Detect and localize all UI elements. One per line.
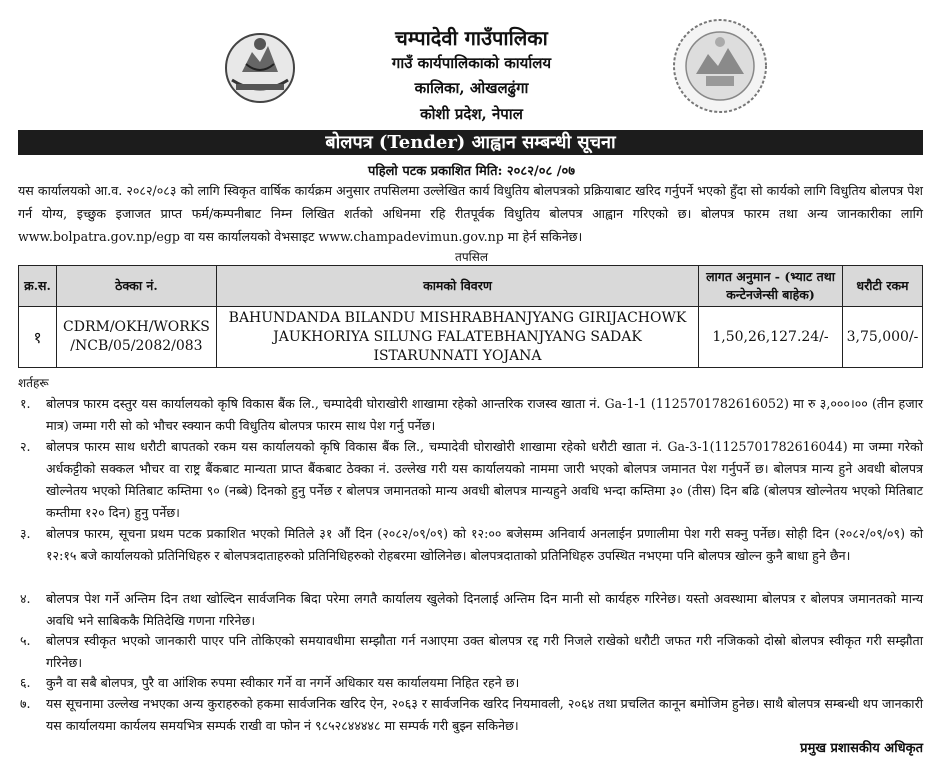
- condition-text: बोलपत्र फारम साथ धरौटी बापतको रकम यस कार्यालयको कृषि विकास बैंक लि., चम्पादेवी घोराखोरी शाखामा रहेको धरौटी खाता नं. Ga-3-1(1125701782616044) मा जम्मा गरेको अर्धकट्टीको सक्कल भौचर वा राष्ट्र बैंकबाट मान्यता प्राप्त बैंकबाट ठेक्का नं. उल्लेख गरी यस कार्यालयको नाममा जारी भएको बोलपत्र जमानत पेश गर्नुपर्ने छ। बोलपत्र मान्य हुने अवधी बोलपत्र खोल्नेतय भएको मितिबाट कम्तिमा ९० (नब्बे) दिनको हुनु पर्नेछ र बोलपत्र जमानतको मान्य अवधी बोलपत्र मान्यहुने अवधि भन्दा कम्तिमा ३० (तीस) दिन बढि (बोलपत्र खोल्नेतय भएको मितिबाट कम्तीमा १२० दिन) हुनु पर्नेछ।: [46, 439, 923, 520]
- office-name: गाउँ कार्यपालिकाको कार्यालय: [391, 54, 552, 72]
- province-country: कोशी प्रदेश, नेपाल: [420, 105, 523, 123]
- municipality-name: चम्पादेवी गाउँपालिका: [395, 26, 548, 50]
- col-header-deposit: धरौटी रकम: [842, 266, 922, 307]
- condition-text: बोलपत्र पेश गर्ने अन्तिम दिन तथा खोल्दिन सार्वजनिक बिदा परेमा लगतै कार्यालय खुलेको दिनलाई अन्तिम दिन मानी सो कार्यहरु गरिनेछ। यस्तो अवस्थामा बोलपत्र र बोलपत्र जमानतको मान्य अवधि भने साबिककै मितिदेखि गणना गरिनेछ।: [46, 591, 923, 628]
- notice-title-banner: बोलपत्र (Tender) आह्वान सम्बन्धी सूचना: [18, 130, 923, 155]
- table-row: [19, 307, 923, 368]
- condition-text: कुनै वा सबै बोलपत्र, पुरै वा आंशिक रुपमा स्वीकार गर्ने वा नगर्ने अधिकार यस कार्यालयमा निहित रहने छ।: [46, 675, 520, 690]
- condition-text: बोलपत्र फारम, सूचना प्रथम पटक प्रकाशित भएको मितिले ३१ औं दिन (२०८२/०९/०९) को १२:०० बजेसम्म अनिवार्य अनलाईन प्रणालीमा पेश गरी सक्नु पर्नेछ। सोही दिन (२०८२/०९/०९) को १२:१५ बजे कार्यालयको प्रतिनिधिहरु र बोलपत्रदाताहरुको प्रतिनिधिहरुको रोहबरमा खोलिनेछ। बोलपत्रदाताको प्रतिनिधिहरु उपस्थित नभएमा पनि बोलपत्र खोल्न कुनै बाधा हुने छैन।: [46, 526, 923, 563]
- condition-number: ६.: [20, 675, 31, 690]
- cell-sn: १: [19, 307, 57, 368]
- signature-title: प्रमुख प्रशासकीय अधिकृत: [800, 741, 923, 756]
- col-header-estimate: लागत अनुमान - (भ्याट तथा कन्टेनजेन्सी बाहेक): [699, 266, 843, 307]
- letterhead: [0, 0, 943, 130]
- condition-text: बोलपत्र फारम दस्तुर यस कार्यालयको कृषि विकास बैंक लि., चम्पादेवी घोराखोरी शाखामा रहेको आन्तरिक राजस्व खाता नं. Ga-1-1 (1125701782616052) मा रु ३,०००।०० (तीन हजार मात्र) जम्मा गरी सो को भौचर स्क्यान कपी विधुतिय बोलपत्र फारम साथ पेश गर्नु पर्नेछ।: [46, 396, 923, 433]
- condition-number: ७.: [20, 696, 31, 711]
- condition-text: यस सूचनामा उल्लेख नभएका अन्य कुराहरुको हकमा सार्वजनिक खरिद ऐन, २०६३ र सार्वजनिक खरिद नियमावली, २०६४ तथा प्रचलित कानून बमोजिम हुनेछ। साथै बोलपत्र सम्बन्धी थप जानकारी यस कार्यालयमा कार्यलय समयभित्र सम्पर्क राखी वा फोन नं ९८५२८४४४४८ मा सम्पर्क गरी बुझ्न सकिनेछ।: [46, 696, 923, 733]
- condition-number: १.: [20, 396, 31, 411]
- cell-estimate: 1,50,26,127.24/-: [699, 307, 843, 368]
- condition-text: बोलपत्र स्वीकृत भएको जानकारी पाएर पनि तोकिएको समयावधीमा सम्झौता गर्न नआएमा उक्त बोलपत्र रद्द गरी निजले राखेको धरौटी जफत गरी नजिकको दोस्रो बोलपत्र स्वीकृत गरी सम्झौता गरिनेछ।: [46, 633, 923, 670]
- intro-paragraph: यस कार्यालयको आ.व. २०८२/०८३ को लागि स्विकृत वार्षिक कार्यक्रम अनुसार तपसिलमा उल्लेखित कार्य विधुतिय बोलपत्रको प्रक्रियाबाट खरिद गर्नुपर्ने भएको हुँदा सो कार्यको लागि विधुतिय बोलपत्र पेश गर्न योग्य, इच्छुक इजाजत प्राप्त फर्म/कम्पनीबाट निम्न लिखित शर्तको अधिनमा रहि रीतपूर्वक विधुतिय बोलपत्र आह्वान गरिएको छ। बोलपत्र फारम तथा अन्य जानकारीका लागि www.bolpatra.gov.np/egp वा यस कार्यालयको वेभसाइट www.champadevimun.gov.np मा हेर्न सकिनेछ।: [18, 183, 923, 244]
- office-location: कालिका, ओखलढुंगा: [414, 79, 529, 97]
- cell-description: BAHUNDANDA BILANDU MISHRABHANJYANG GIRIJACHOWK JAUKHORIYA SILUNG FALATEBHANJYANG SADAK ISTARUNNATI YOJANA: [216, 307, 698, 368]
- published-date: पहिलो पटक प्रकाशित मिति: २०८२/०८ /०७: [367, 164, 576, 179]
- details-label: तपसिल: [454, 250, 488, 264]
- cell-contract: CDRM/OKH/WORKS /NCB/05/2082/083: [56, 307, 216, 368]
- cell-deposit: 3,75,000/-: [842, 307, 922, 368]
- tender-table: [18, 265, 923, 368]
- col-header-contract: ठेक्का नं.: [56, 266, 216, 307]
- col-header-sn: क्र.स.: [19, 266, 57, 307]
- municipality-logo-icon: [670, 16, 770, 116]
- col-header-description: कामको विवरण: [216, 266, 698, 307]
- condition-number: ४.: [20, 591, 31, 606]
- condition-number: २.: [20, 439, 31, 454]
- condition-number: ५.: [20, 633, 31, 648]
- conditions-heading: शर्तहरू: [18, 376, 49, 390]
- table-header-row: [19, 266, 923, 307]
- condition-number: ३.: [20, 526, 31, 541]
